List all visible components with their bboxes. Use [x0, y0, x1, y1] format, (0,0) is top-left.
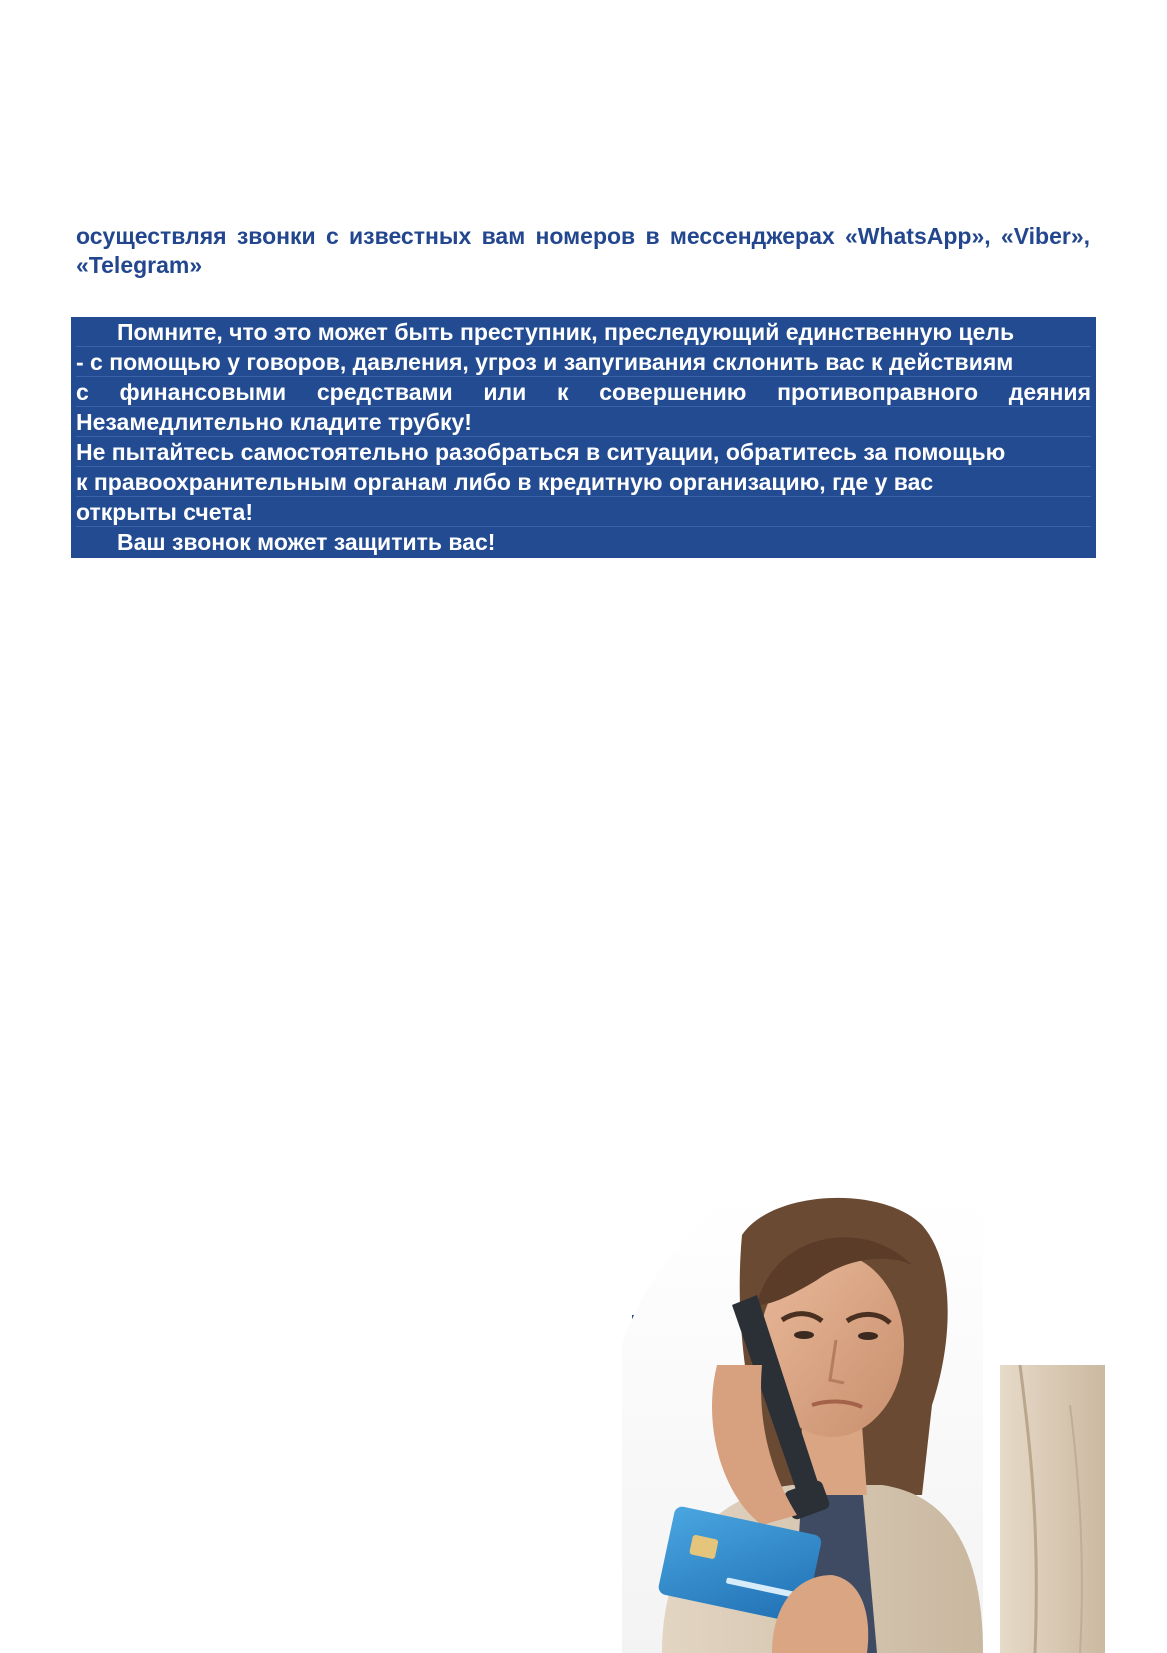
notice-line: к правоохранительным органам либо в кредитную организацию, где у вас — [76, 467, 1091, 497]
notice-line: с финансовыми средствами или к совершению противоправного деяния — [76, 379, 1091, 405]
intro-line-2: «Viber», «Telegram» — [76, 223, 1091, 278]
woman-on-phone-with-bank-card-image — [622, 1195, 983, 1653]
notice-line: - с помощью у говоров, давления, угроз и запугивания склонить вас к действиям — [76, 347, 1091, 377]
notice-line: Незамедлительно кладите трубку! — [76, 407, 1091, 437]
notice-line: Ваш звонок может защитить вас! — [117, 529, 496, 555]
notice-line: Помните, что это может быть преступник, преследующий единственную цель — [76, 317, 1091, 347]
warning-notice-panel — [71, 317, 1096, 558]
notice-line: Не пытайтесь самостоятельно разобраться в ситуации, обратитесь за помощью — [76, 437, 1091, 467]
intro-paragraph — [76, 222, 1090, 280]
notice-line: открыты счета! — [76, 497, 1091, 527]
intro-line-1: осуществляя звонки с известных вам номеров в мессенджерах «WhatsApp», — [76, 223, 991, 249]
jacket-detail-image — [1000, 1365, 1105, 1653]
